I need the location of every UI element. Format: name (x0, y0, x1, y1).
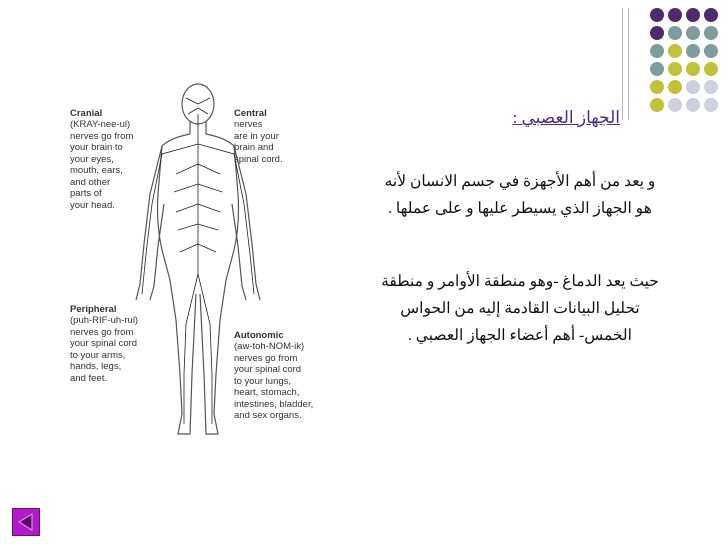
decor-dot (650, 26, 664, 40)
decor-dot (704, 8, 718, 22)
decor-dot (668, 44, 682, 58)
cranial-description: (KRAY-nee-ul) nerves go from your brain to your eyes, mouth, ears, and other parts of your head. (70, 119, 134, 211)
cranial-heading: Cranial (70, 107, 103, 119)
decor-dot (650, 44, 664, 58)
divider-line-left (622, 8, 623, 120)
decor-dot (686, 8, 700, 22)
decor-dot (668, 8, 682, 22)
autonomic-heading: Autonomic (234, 329, 284, 341)
central-label (234, 96, 283, 165)
decor-dot (704, 98, 718, 112)
decor-dot (650, 62, 664, 76)
decor-dot (668, 80, 682, 94)
central-description: nerves are in your brain and spinal cord. (234, 119, 283, 165)
peripheral-description: (puh-RIF-uh-rul) nerves go from your spinal cord to your arms, hands, legs, and feet. (70, 315, 139, 384)
central-heading: Central (234, 107, 267, 119)
peripheral-label (70, 292, 138, 384)
decor-dot (686, 80, 700, 94)
cranial-label (70, 96, 133, 211)
divider-line-right (628, 8, 629, 120)
decor-dot (668, 98, 682, 112)
decorative-dot-grid (638, 8, 724, 120)
decor-dot (704, 62, 718, 76)
decor-dot (650, 98, 664, 112)
decor-dot (686, 98, 700, 112)
peripheral-heading: Peripheral (70, 303, 117, 315)
decor-dot (668, 26, 682, 40)
triangle-left-icon (13, 509, 39, 535)
autonomic-label (234, 318, 313, 422)
decor-dot (650, 80, 664, 94)
paragraph-2: حيث يعد الدماغ -وهو منطقة الأوامر و منطقة تحليل البيانات القادمة إليه من الحواس الخمس- أهم أعضاء الجهاز العصبي . (381, 273, 659, 344)
decor-dot (650, 8, 664, 22)
decor-dot (686, 26, 700, 40)
decor-dot (704, 80, 718, 94)
decor-dot (704, 44, 718, 58)
nervous-system-figure (66, 74, 330, 446)
autonomic-description: (aw-toh-NOM-ik) nerves go from your spinal cord to your lungs, heart, stomach, intestines, bladder, and sex organs. (234, 341, 314, 421)
decor-dot (686, 62, 700, 76)
slide-title: الجهاز العصبي : (512, 108, 620, 127)
decor-dot (704, 26, 718, 40)
back-button[interactable] (12, 508, 40, 536)
paragraph-1: و يعد من أهم الأجهزة في جسم الانسان لأنه هو الجهاز الذي يسيطر عليها و على عملها . (384, 173, 656, 217)
decor-dot (668, 62, 682, 76)
decor-dot (686, 44, 700, 58)
